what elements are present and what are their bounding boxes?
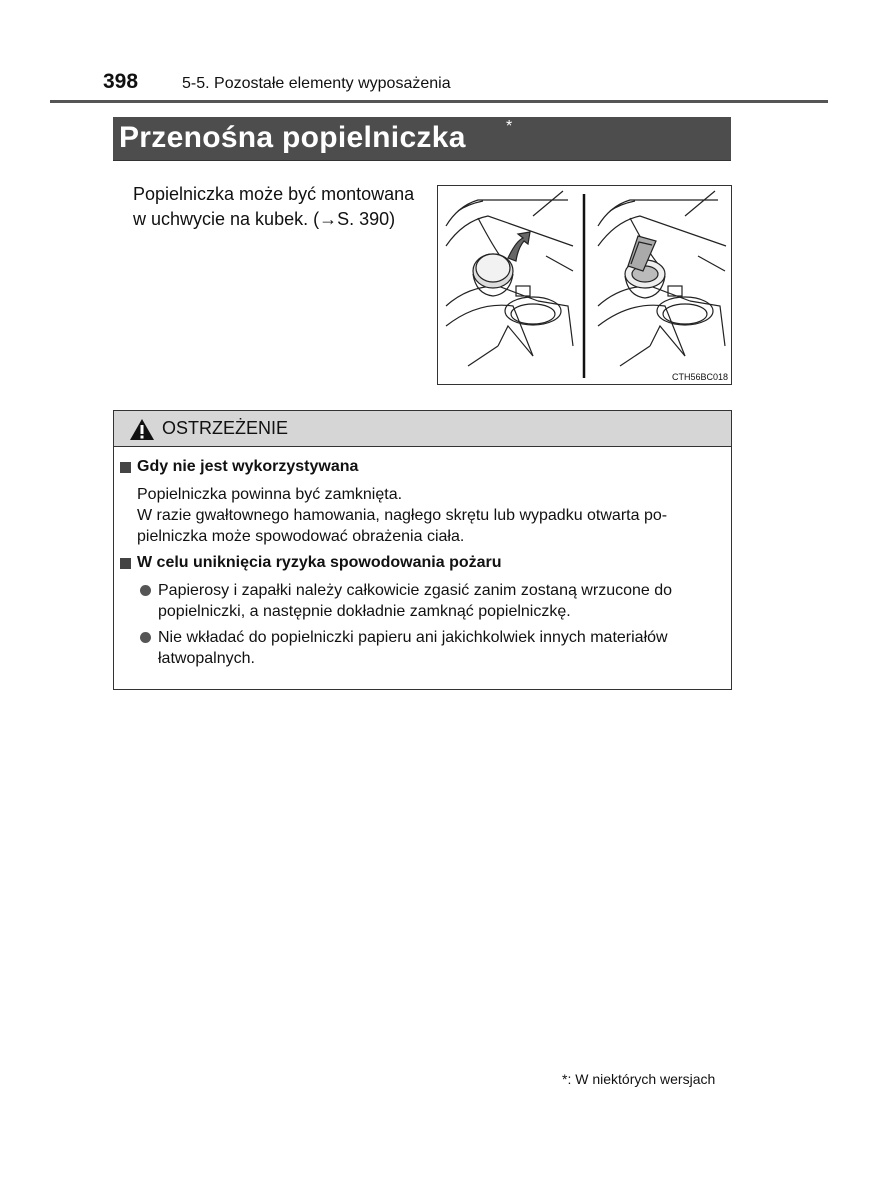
page-title: Przenośna popielniczka xyxy=(119,121,466,154)
footnote: *: W niektórych wersjach xyxy=(562,1071,716,1087)
bullet2-line-2: łatwopalnych. xyxy=(158,650,255,667)
square-bullet-icon xyxy=(120,558,131,569)
page-number: 398 xyxy=(103,70,139,93)
section-reference: 5-5. Pozostałe elementy wyposażenia xyxy=(182,75,451,92)
intro-text xyxy=(133,182,433,232)
header-rule xyxy=(50,100,828,103)
intro-line-2: w uchwycie na kubek. (→S. 390) xyxy=(133,209,396,229)
warning-triangle-icon xyxy=(129,418,155,441)
round-bullet-icon xyxy=(140,585,151,596)
square-bullet-icon xyxy=(120,462,131,473)
section1-line-2: W razie gwałtownego hamowania, nagłego skrętu lub wypadku otwarta po- xyxy=(137,507,668,524)
figure-code: CTH56BC018 xyxy=(671,372,728,382)
title-bar xyxy=(113,117,731,161)
bullet1-line-1: Papierosy i zapałki należy całkowicie zgasić zanim zostaną wrzucone do xyxy=(158,582,673,599)
bullet2-line-1: Nie wkładać do popielniczki papieru ani jakichkolwiek innych materiałów xyxy=(158,629,668,646)
warning-header xyxy=(114,411,731,447)
illustration xyxy=(437,185,732,385)
round-bullet-icon xyxy=(140,632,151,643)
bullet1-line-2: popielniczki, a następnie dokładnie zamknąć popielniczkę. xyxy=(158,603,571,620)
section1-line-1: Popielniczka powinna być zamknięta. xyxy=(137,486,403,503)
section1-heading: Gdy nie jest wykorzystywana xyxy=(137,458,359,475)
title-asterisk: * xyxy=(506,118,513,135)
warning-title: OSTRZEŻENIE xyxy=(162,418,289,438)
intro-line-1: Popielniczka może być montowana xyxy=(133,184,415,204)
cupholder-illustration xyxy=(438,186,731,384)
warning-box xyxy=(113,410,732,690)
section2-heading: W celu uniknięcia ryzyka spowodowania pożaru xyxy=(137,554,502,571)
section1-line-3: pielniczka może spowodować obrażenia ciała. xyxy=(137,528,465,545)
